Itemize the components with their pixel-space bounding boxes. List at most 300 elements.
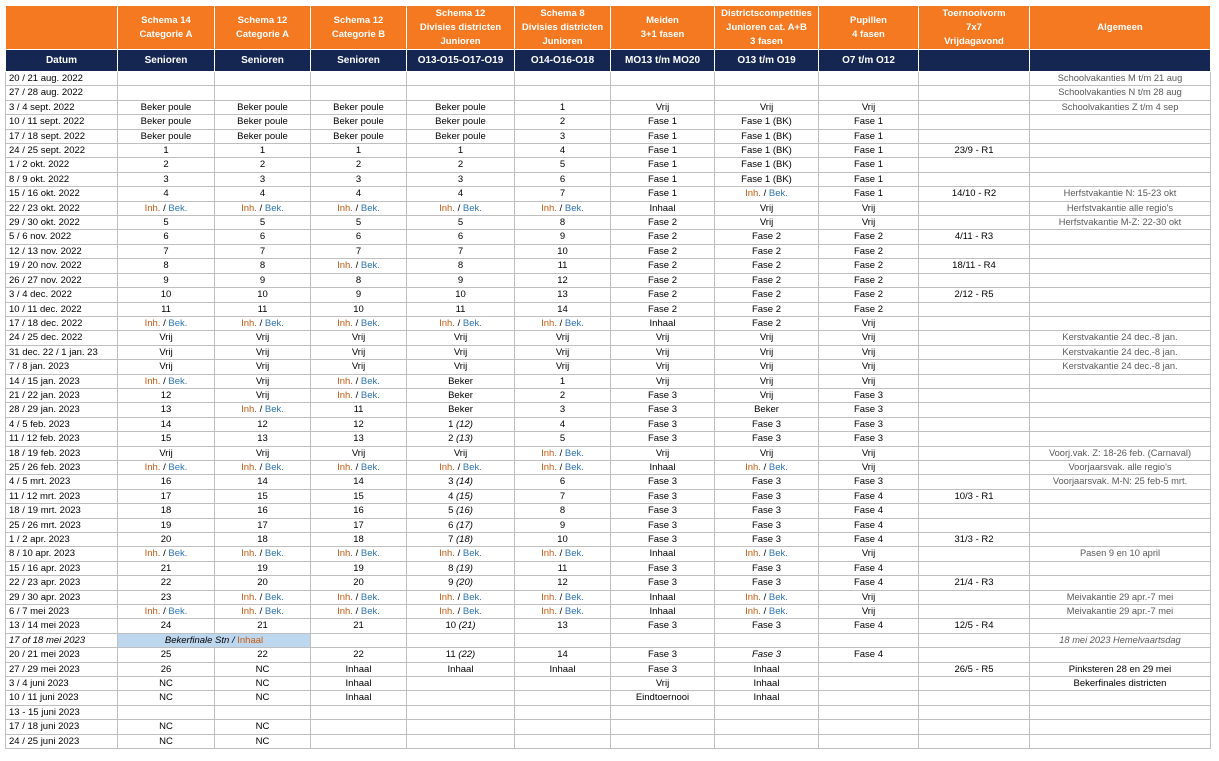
table-row [6,561,1211,575]
schedule-cell [919,518,1030,532]
schedule-cell [515,734,611,748]
schedule-cell: 5 [118,216,215,230]
table-row [6,201,1211,215]
table-row [6,417,1211,431]
general-note-cell: Kerstvakantie 24 dec.-8 jan. [1030,345,1211,359]
schedule-cell: Inh. / Bek. [515,590,611,604]
schedule-cell: 14 [118,417,215,431]
schedule-cell: Vrij [215,374,311,388]
date-cell: 4 / 5 feb. 2023 [6,417,118,431]
date-cell: 26 / 27 nov. 2022 [6,273,118,287]
schedule-cell: Fase 2 [715,288,819,302]
schedule-cell [215,72,311,86]
schedule-cell: Fase 2 [819,230,919,244]
schedule-cell: Inh. / Bek. [715,547,819,561]
schedule-cell [919,720,1030,734]
schedule-cell: Inhaal [715,691,819,705]
schedule-cell: Fase 3 [611,662,715,676]
schedule-cell [919,216,1030,230]
schedule-cell: Fase 1 [819,129,919,143]
schedule-cell: 5 [311,216,407,230]
schedule-cell [919,360,1030,374]
schedule-cell: Vrij [819,360,919,374]
schedule-cell: NC [118,734,215,748]
schedule-cell: 10 [407,288,515,302]
schedule-cell [407,691,515,705]
schedule-cell: Inhaal [715,662,819,676]
general-note-cell [1030,489,1211,503]
schedule-cell: Fase 3 [611,504,715,518]
general-note-cell: Pasen 9 en 10 april [1030,547,1211,561]
schedule-cell: Inh. / Bek. [215,316,311,330]
schedule-cell: 11 [515,259,611,273]
table-row [6,273,1211,287]
date-cell: 22 / 23 apr. 2023 [6,576,118,590]
schedule-cell [407,677,515,691]
column-subheader-8: O7 t/m O12 [819,50,919,72]
date-cell: 11 / 12 feb. 2023 [6,432,118,446]
column-subheader-1: Senioren [118,50,215,72]
schedule-cell [611,72,715,86]
general-note-cell [1030,302,1211,316]
schedule-cell: Fase 3 [715,648,819,662]
schedule-cell: 4 [215,187,311,201]
schedule-cell: 9 [311,288,407,302]
schedule-cell: Inhaal [311,691,407,705]
table-row [6,547,1211,561]
schedule-cell: Fase 4 [819,504,919,518]
schedule-cell: 10 [515,533,611,547]
schedule-cell: Inhaal [715,677,819,691]
schedule-cell: 25 [118,648,215,662]
schedule-cell: Beker poule [215,100,311,114]
column-subheader-0: Datum [6,50,118,72]
schedule-cell: Fase 2 [819,288,919,302]
schedule-cell [515,705,611,719]
schedule-cell: 21/4 - R3 [919,576,1030,590]
schedule-cell: Inh. / Bek. [407,460,515,474]
date-cell: 27 / 28 aug. 2022 [6,86,118,100]
date-cell: 24 / 25 sept. 2022 [6,144,118,158]
schedule-cell: 3 (14) [407,475,515,489]
schedule-cell: 6 [407,230,515,244]
schedule-cell: Vrij [715,216,819,230]
column-header-7: Districtscompetities Junioren cat. A+B 3 fasen [715,6,819,50]
date-cell: 31 dec. 22 / 1 jan. 23 [6,345,118,359]
general-note-cell: Meivakantie 29 apr.-7 mei [1030,590,1211,604]
table-row [6,388,1211,402]
schedule-cell [919,72,1030,86]
schedule-cell: Vrij [611,677,715,691]
column-header-8: Pupillen 4 fasen [819,6,919,50]
schedule-cell: Vrij [215,331,311,345]
schedule-cell [715,86,819,100]
schedule-cell: Vrij [819,201,919,215]
schedule-cell: Beker [715,403,819,417]
schedule-cell: 19 [118,518,215,532]
column-subheader-4: O13-O15-O17-O19 [407,50,515,72]
schedule-cell [611,734,715,748]
schedule-cell: Vrij [118,446,215,460]
general-note-cell [1030,691,1211,705]
schedule-cell: 1 [215,144,311,158]
schedule-cell: Vrij [819,216,919,230]
schedule-cell: Beker poule [407,115,515,129]
table-row [6,374,1211,388]
schedule-cell: Fase 1 [611,172,715,186]
schedule-cell: Inhaal [611,605,715,619]
schedule-cell: Fase 3 [715,504,819,518]
schedule-cell: 21 [215,619,311,633]
schedule-cell: 11 [215,302,311,316]
date-cell: 24 / 25 juni 2023 [6,734,118,748]
schedule-cell: Fase 4 [819,619,919,633]
schedule-cell: 6 [515,172,611,186]
column-header-5: Schema 8 Divisies districten Junioren [515,6,611,50]
column-header-1: Schema 14 Categorie A [118,6,215,50]
schedule-cell: 3 [118,172,215,186]
table-row [6,662,1211,676]
schedule-cell: Inh. / Bek. [407,590,515,604]
schedule-cell: Fase 2 [715,244,819,258]
schedule-cell: Inhaal [611,460,715,474]
schedule-cell: 11 [515,561,611,575]
schedule-cell: Vrij [407,331,515,345]
schedule-cell: Beker poule [311,100,407,114]
schedule-cell: 6 [515,475,611,489]
schedule-cell [118,72,215,86]
schedule-cell: 15 [215,489,311,503]
general-note-cell [1030,230,1211,244]
bekerfinale-cell: Bekerfinale Stn / Inhaal [118,633,311,647]
date-cell: 1 / 2 apr. 2023 [6,533,118,547]
schedule-cell: Vrij [611,100,715,114]
schedule-cell [919,432,1030,446]
schedule-cell [919,691,1030,705]
schedule-cell: Eindtoernooi [611,691,715,705]
general-note-cell [1030,504,1211,518]
schedule-cell: Vrij [819,100,919,114]
schedule-cell [919,273,1030,287]
date-cell: 24 / 25 dec. 2022 [6,331,118,345]
schedule-cell [407,734,515,748]
date-cell: 29 / 30 apr. 2023 [6,590,118,604]
schedule-cell: Inh. / Bek. [311,201,407,215]
schedule-cell [919,504,1030,518]
schedule-cell [819,705,919,719]
schedule-cell: 18 [118,504,215,518]
schedule-cell: Inh. / Bek. [215,201,311,215]
table-row [6,633,1211,647]
date-cell: 13 / 14 mei 2023 [6,619,118,633]
schedule-cell [515,72,611,86]
schedule-cell: 10 [215,288,311,302]
schedule-cell: Fase 3 [715,619,819,633]
schedule-cell: NC [118,677,215,691]
schedule-cell: 2 (13) [407,432,515,446]
schedule-cell: Inh. / Bek. [311,259,407,273]
general-note-cell: Kerstvakantie 24 dec.-8 jan. [1030,360,1211,374]
schedule-cell: 14 [515,648,611,662]
table-row [6,677,1211,691]
schedule-cell: NC [215,734,311,748]
general-note-cell [1030,720,1211,734]
schedule-cell: Fase 2 [611,302,715,316]
table-row [6,432,1211,446]
general-note-cell: Herfstvakantie N: 15-23 okt [1030,187,1211,201]
schedule-cell: Inh. / Bek. [311,374,407,388]
schedule-cell: 12 [215,417,311,431]
schedule-cell: Fase 3 [715,533,819,547]
schedule-cell [311,86,407,100]
schedule-cell [919,648,1030,662]
schedule-cell [407,633,515,647]
table-row [6,504,1211,518]
date-cell: 11 / 12 mrt. 2023 [6,489,118,503]
schedule-cell: Inh. / Bek. [715,460,819,474]
schedule-cell: Fase 1 [611,115,715,129]
schedule-cell: Beker poule [407,129,515,143]
schedule-cell: 7 [407,244,515,258]
table-row [6,705,1211,719]
column-header-9: Toernooivorm 7x7 Vrijdagavond [919,6,1030,50]
schedule-cell: Inh. / Bek. [215,605,311,619]
schedule-cell: Vrij [715,201,819,215]
schedule-cell: 14 [215,475,311,489]
schedule-cell: NC [215,677,311,691]
table-row [6,144,1211,158]
schedule-cell: Fase 1 [819,115,919,129]
schedule-cell: Vrij [819,460,919,474]
date-cell: 25 / 26 feb. 2023 [6,460,118,474]
schedule-cell: 8 (19) [407,561,515,575]
schedule-cell: Inhaal [311,662,407,676]
schedule-cell: NC [215,720,311,734]
schedule-cell: 4/11 - R3 [919,230,1030,244]
schedule-cell: Fase 2 [819,259,919,273]
schedule-cell: Fase 3 [611,403,715,417]
schedule-cell: 2 [311,158,407,172]
schedule-cell: 22 [215,648,311,662]
date-cell: 29 / 30 okt. 2022 [6,216,118,230]
schedule-cell: Inh. / Bek. [515,316,611,330]
schedule-cell [919,86,1030,100]
calendar-body [6,72,1211,749]
table-row [6,734,1211,748]
table-row [6,129,1211,143]
schedule-cell: 4 [118,187,215,201]
schedule-cell: Vrij [215,360,311,374]
schedule-cell: 1 [311,144,407,158]
schedule-cell: Inh. / Bek. [311,590,407,604]
schedule-cell: Inh. / Bek. [515,460,611,474]
schedule-cell: Fase 3 [715,417,819,431]
general-note-cell [1030,734,1211,748]
schedule-cell: Inh. / Bek. [118,460,215,474]
schedule-cell [611,86,715,100]
schedule-cell: 10/3 - R1 [919,489,1030,503]
schedule-cell: 12 [515,273,611,287]
schedule-cell: Vrij [715,374,819,388]
schedule-cell [919,605,1030,619]
general-note-cell: Herfstvakantie alle regio's [1030,201,1211,215]
schedule-cell: 3 [515,129,611,143]
schedule-cell: Vrij [611,360,715,374]
schedule-cell: Fase 3 [715,561,819,575]
date-cell: 15 / 16 apr. 2023 [6,561,118,575]
schedule-cell [919,158,1030,172]
date-cell: 20 / 21 mei 2023 [6,648,118,662]
schedule-cell: 8 [311,273,407,287]
schedule-cell: 6 [118,230,215,244]
table-row [6,518,1211,532]
date-cell: 8 / 10 apr. 2023 [6,547,118,561]
table-row [6,331,1211,345]
schedule-cell: 3 [215,172,311,186]
schedule-cell: Fase 3 [819,388,919,402]
schedule-cell: Vrij [215,388,311,402]
schedule-cell: 18 [311,533,407,547]
schedule-cell: Fase 3 [611,619,715,633]
schedule-cell [407,705,515,719]
schedule-cell [407,720,515,734]
schedule-cell: Fase 3 [819,475,919,489]
schedule-cell: Fase 3 [611,489,715,503]
general-note-cell [1030,561,1211,575]
schedule-cell: 3 [515,403,611,417]
schedule-cell: 1 [515,100,611,114]
schedule-cell: Vrij [819,605,919,619]
general-note-cell [1030,576,1211,590]
schedule-cell: 7 [215,244,311,258]
schedule-cell: 9 [215,273,311,287]
schedule-cell: 16 [118,475,215,489]
schedule-cell: 19 [311,561,407,575]
schedule-cell [919,475,1030,489]
schedule-cell: 7 [118,244,215,258]
schedule-cell [118,705,215,719]
general-note-cell [1030,158,1211,172]
schedule-cell [919,446,1030,460]
table-row [6,158,1211,172]
schedule-cell: Fase 3 [611,561,715,575]
schedule-cell [819,662,919,676]
schedule-cell: 13 [118,403,215,417]
date-cell: 17 / 18 dec. 2022 [6,316,118,330]
schedule-cell [819,633,919,647]
schedule-cell [819,86,919,100]
schedule-cell: Fase 2 [611,244,715,258]
schedule-cell: Vrij [118,345,215,359]
general-note-cell [1030,518,1211,532]
schedule-cell: Vrij [715,331,819,345]
schedule-cell [715,734,819,748]
table-row [6,576,1211,590]
schedule-cell [715,705,819,719]
schedule-cell: Fase 3 [611,648,715,662]
schedule-cell: Vrij [515,360,611,374]
schedule-cell: 8 [515,504,611,518]
schedule-cell: 5 [215,216,311,230]
schedule-cell: Inh. / Bek. [311,388,407,402]
schedule-cell: 15 [311,489,407,503]
schedule-cell [919,345,1030,359]
schedule-cell [611,720,715,734]
date-cell: 14 / 15 jan. 2023 [6,374,118,388]
schedule-cell: Vrij [515,345,611,359]
general-note-cell: Voorjaarsvak. M-N: 25 feb-5 mrt. [1030,475,1211,489]
schedule-cell: 8 [215,259,311,273]
schedule-cell: Fase 2 [715,273,819,287]
schedule-cell [919,460,1030,474]
general-note-cell: Kerstvakantie 24 dec.-8 jan. [1030,331,1211,345]
schedule-cell: 1 [407,144,515,158]
table-row [6,691,1211,705]
table-row [6,216,1211,230]
schedule-cell: Fase 1 [819,172,919,186]
schedule-cell: Vrij [819,316,919,330]
schedule-cell [919,374,1030,388]
schedule-cell: 7 [515,187,611,201]
schedule-cell: Vrij [819,345,919,359]
schedule-cell: Inh. / Bek. [715,590,819,604]
schedule-cell [515,720,611,734]
schedule-cell: Inh. / Bek. [311,460,407,474]
schedule-cell: 4 [407,187,515,201]
schedule-cell: Inh. / Bek. [215,590,311,604]
schedule-cell: Fase 2 [819,244,919,258]
date-cell: 12 / 13 nov. 2022 [6,244,118,258]
schedule-cell: 5 [515,432,611,446]
schedule-cell [919,677,1030,691]
schedule-cell: Fase 1 [819,187,919,201]
schedule-cell: Fase 1 (BK) [715,172,819,186]
schedule-cell: Fase 1 [611,144,715,158]
schedule-cell: 16 [311,504,407,518]
general-note-cell: Herfstvakantie M-Z: 22-30 okt [1030,216,1211,230]
schedule-cell: Vrij [819,547,919,561]
date-cell: 18 / 19 mrt. 2023 [6,504,118,518]
schedule-cell [919,705,1030,719]
general-note-cell [1030,172,1211,186]
schedule-cell: Vrij [311,345,407,359]
schedule-cell: 11 [311,403,407,417]
schedule-cell: 13 [215,432,311,446]
schedule-cell: NC [118,691,215,705]
general-note-cell [1030,417,1211,431]
schedule-cell: Vrij [819,446,919,460]
schedule-cell: 2 [515,388,611,402]
date-cell: 15 / 16 okt. 2022 [6,187,118,201]
schedule-cell: Vrij [118,331,215,345]
schedule-cell [919,561,1030,575]
schedule-cell: 18/11 - R4 [919,259,1030,273]
date-cell: 10 / 11 sept. 2022 [6,115,118,129]
schedule-cell: 9 [515,230,611,244]
table-row [6,72,1211,86]
schedule-cell: 10 [311,302,407,316]
schedule-cell: NC [215,662,311,676]
schedule-cell: Vrij [611,331,715,345]
table-row [6,403,1211,417]
date-cell: 17 / 18 juni 2023 [6,720,118,734]
schedule-cell: Fase 2 [611,259,715,273]
schedule-cell [311,720,407,734]
column-header-10: Algemeen [1030,6,1211,50]
schedule-cell: Fase 3 [715,518,819,532]
schedule-cell: 13 [311,432,407,446]
schedule-cell: Inhaal [611,316,715,330]
